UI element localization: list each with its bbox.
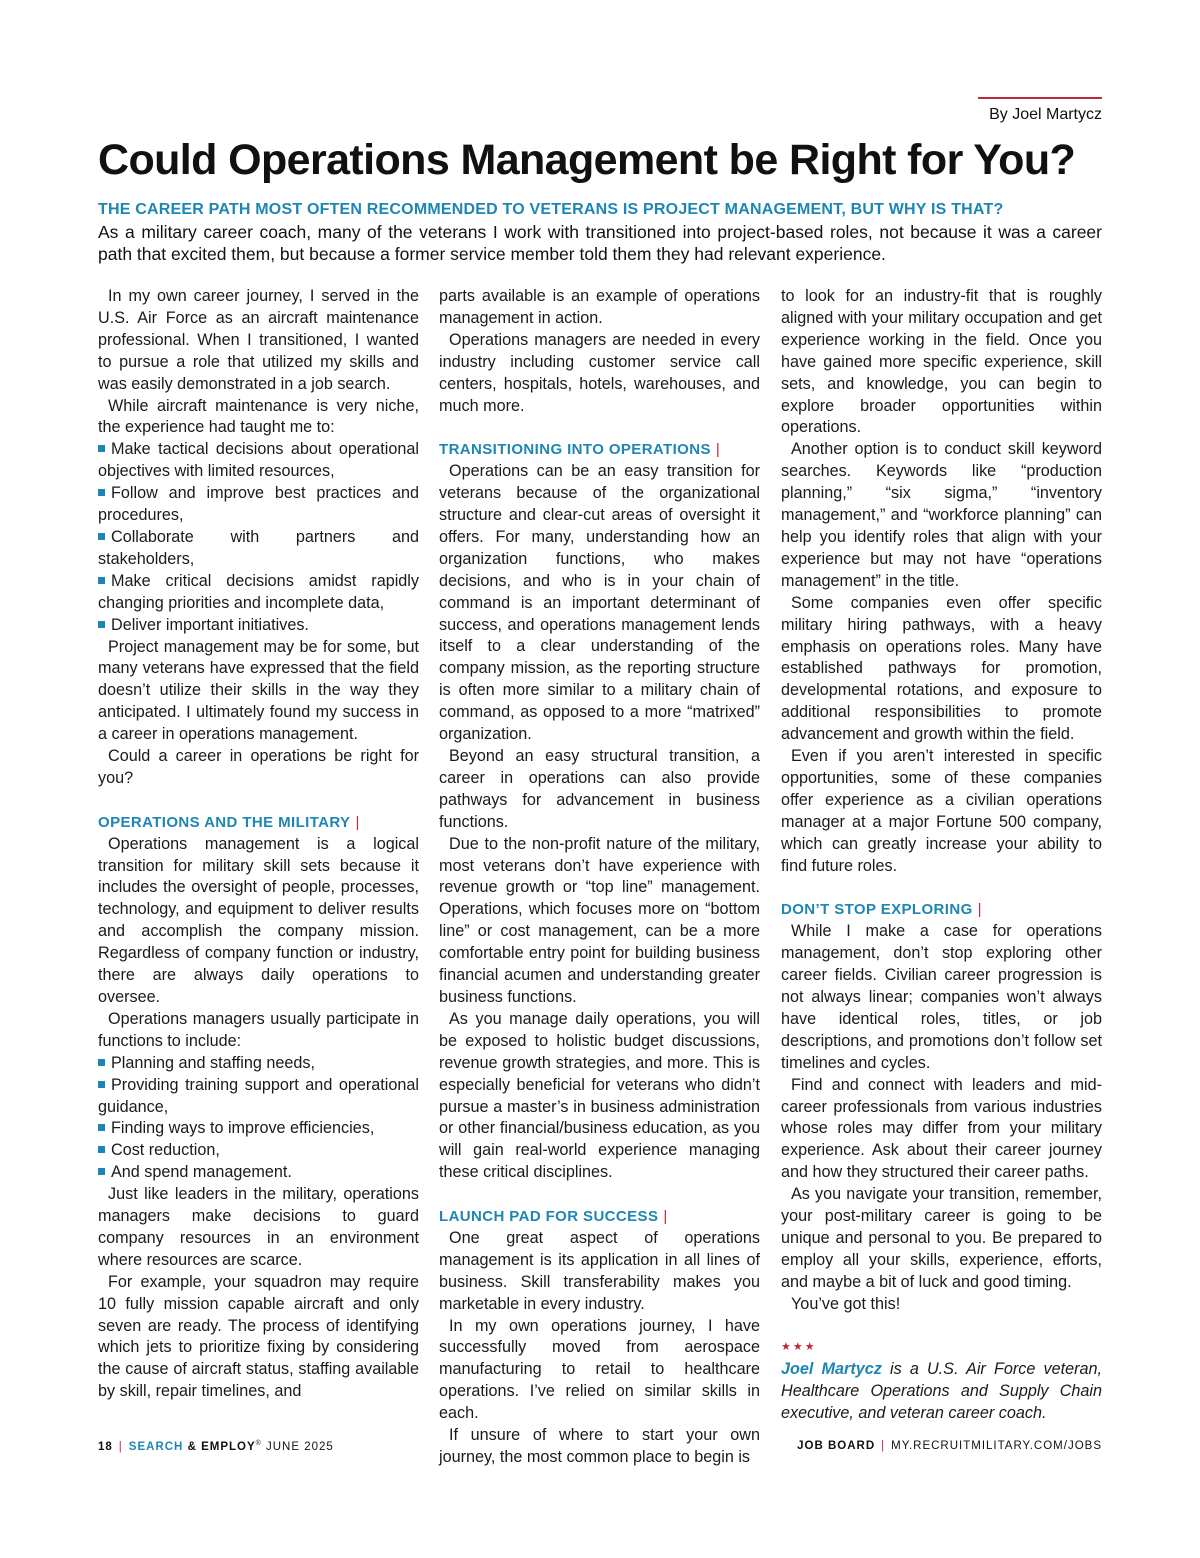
- deck-headline: THE CAREER PATH MOST OFTEN RECOMMENDED TO VETERANS IS PROJECT MANAGEMENT, BUT WHY IS THAT?: [98, 201, 1004, 218]
- bio-text: is a U.S. Air Force veteran, Healthcare Operations and Supply Chain executive, and veteran career coach.: [781, 1360, 1102, 1423]
- magazine-page: [98, 0, 1102, 1558]
- brand-employ: & EMPLOY: [187, 1440, 256, 1453]
- paragraph: You’ve got this!: [791, 1294, 901, 1313]
- square-bullet-icon: [98, 577, 105, 584]
- paragraph: For example, your squadron may require 10 fully mission capable aircraft and only seven are ready. The process of identifying which jets to prioritize fixing by considering the cause of aircraft status, staffing available by skill, repair timelines, and: [98, 1272, 419, 1401]
- functions-list: [98, 1053, 419, 1184]
- paragraph: Operations managers are needed in every industry including customer service call centers, hospitals, hotels, warehouses, and much more.: [439, 330, 760, 415]
- paragraph: In my own operations journey, I have successfully moved from aerospace manufacturing to retail to healthcare operations. I’ve relied on similar skills in each.: [439, 1316, 760, 1423]
- column-2: [439, 286, 760, 1469]
- square-bullet-icon: [98, 489, 105, 496]
- paragraph: Could a career in operations be right for you?: [98, 747, 419, 787]
- stars-divider-icon: ★★★: [781, 1341, 817, 1354]
- paragraph: Even if you aren’t interested in specific opportunities, some of these companies offer experience as a civilian operations manager at a major Fortune 500 company, which can greatly increase your ability to find future roles.: [781, 747, 1102, 875]
- paragraph: Another option is to conduct skill keyword searches. Keywords like “production planning,” “six sigma,” “inventory management,” and “workforce planning” can help you identify roles that align with your experience but may not have “operations management” in the title.: [781, 440, 1102, 590]
- paragraph: parts available is an example of operations management in action.: [439, 287, 760, 327]
- footer-url: MY.RECRUITMILITARY.COM/JOBS: [891, 1440, 1102, 1452]
- square-bullet-icon: [98, 1168, 105, 1175]
- square-bullet-icon: [98, 533, 105, 540]
- paragraph: Find and connect with leaders and mid-career professionals from various industries whose roles may differ from your military experience. Ask about their career journey and how they structured their career paths.: [781, 1075, 1102, 1182]
- section-heading: TRANSITIONING INTO OPERATIONS |: [439, 441, 721, 459]
- deck-body: As a military career coach, many of the veterans I work with transitioned into project-based roles, not because it was a career path that excited them, but because a former service member told them they had relevant experience.: [98, 222, 1102, 264]
- section-heading: OPERATIONS AND THE MILITARY |: [98, 813, 360, 831]
- section-heading: DON’T STOP EXPLORING |: [781, 901, 982, 919]
- paragraph: Just like leaders in the military, operations managers make decisions to guard company resources in an environment where resources are scarce.: [98, 1185, 419, 1269]
- paragraph: As you navigate your transition, remember, your post-military career is going to be unique and personal to you. Be prepared to employ all your skills, experience, efforts, and maybe a bit of luck and good timing.: [781, 1185, 1102, 1291]
- list-item: Collaborate with partners and stakeholders,: [98, 527, 419, 568]
- article-title: Could Operations Management be Right for You?: [98, 136, 1076, 184]
- paragraph: While aircraft maintenance is very niche, the experience had taught me to:: [98, 396, 419, 437]
- paragraph: One great aspect of operations management is its application in all lines of business. Skill transferability makes you marketable in every industry.: [439, 1228, 760, 1313]
- page-number: 18: [98, 1440, 113, 1453]
- brand-search: SEARCH: [128, 1440, 184, 1453]
- author-bio: [781, 1359, 1102, 1425]
- section-heading: LAUNCH PAD FOR SUCCESS |: [439, 1208, 668, 1226]
- list-item: Make critical decisions amidst rapidly changing priorities and incomplete data,: [98, 571, 419, 612]
- list-item: And spend management.: [98, 1162, 419, 1184]
- list-item: Planning and staffing needs,: [98, 1053, 419, 1075]
- paragraph: If unsure of where to start your own journey, the most common place to begin is: [439, 1426, 760, 1466]
- paragraph: Project management may be for some, but many veterans have expressed that the field doesn’t utilize their skills in the way they anticipated. I ultimately found my success in a career in operations management.: [98, 637, 419, 744]
- column-1: [98, 286, 419, 1403]
- list-item: Providing training support and operational guidance,: [98, 1075, 419, 1116]
- square-bullet-icon: [98, 621, 105, 628]
- square-bullet-icon: [98, 1059, 105, 1066]
- paragraph: As you manage daily operations, you will be exposed to holistic budget discussions, revenue growth strategies, and more. This is especially beneficial for veterans who didn’t pursue a master’s in business administration or other financial/business education, as you will gain real-world experience managing these critical disciplines.: [439, 1009, 760, 1182]
- paragraph: Due to the non-profit nature of the military, most veterans don’t have experience with revenue growth or “top line” management. Operations, which focuses more on “bottom line” or cost management, can be a more comfortable entry point for building business financial acumen and understanding greater business functions.: [439, 834, 760, 1006]
- footer-left: 18 | SEARCH & EMPLOY® JUNE 2025: [98, 1440, 334, 1453]
- square-bullet-icon: [98, 445, 105, 452]
- bio-author-name: Joel Martycz: [781, 1360, 882, 1379]
- paragraph: Operations management is a logical transition for military skill sets because it includes the oversight of people, processes, technology, and equipment to deliver results and accomplish the company mission. Regardless of company function or industry, there are always daily operations to oversee.: [98, 834, 419, 1006]
- square-bullet-icon: [98, 1081, 105, 1088]
- paragraph: Beyond an easy structural transition, a career in operations can also provide pathways for advancement in business functions.: [439, 747, 760, 831]
- list-item: Make tactical decisions about operational objectives with limited resources,: [98, 440, 419, 481]
- list-item: Follow and improve best practices and procedures,: [98, 484, 419, 525]
- paragraph: While I make a case for operations management, don’t stop exploring other career fields. Civilian career progression is not always linear; companies won’t always have identical roles, titles, or job descriptions, and promotions don’t follow set timelines and cycles.: [781, 922, 1102, 1072]
- footer-right: JOB BOARD | MY.RECRUITMILITARY.COM/JOBS: [797, 1440, 1102, 1452]
- byline: By Joel Martycz: [989, 106, 1102, 123]
- paragraph: Operations can be an easy transition for veterans because of the organizational structure and clear-cut areas of oversight it offers. For many, understanding how an organization functions, who makes decisions, and who is in your chain of command is an important determinant of success, and operations management lends itself to a clear understanding of the company mission, as the reporting structure is often more similar to a military chain of command, as opposed to a more “matrixed” organization.: [439, 462, 760, 744]
- skills-list: [98, 439, 419, 636]
- paragraph: Some companies even offer specific military hiring pathways, with a heavy emphasis on operations roles. Many have established pathways for promotion, developmental rotations, and exposure to additional responsibilities to promote advancement and growth within the field.: [781, 593, 1102, 744]
- issue-date: JUNE 2025: [266, 1440, 334, 1453]
- column-3: [781, 286, 1102, 1425]
- byline-rule: [978, 97, 1102, 99]
- list-item: Finding ways to improve efficiencies,: [98, 1118, 419, 1140]
- list-item: Cost reduction,: [98, 1140, 419, 1162]
- square-bullet-icon: [98, 1124, 105, 1131]
- square-bullet-icon: [98, 1146, 105, 1153]
- paragraph: Operations managers usually participate in functions to include:: [98, 1009, 419, 1050]
- list-item: Deliver important initiatives.: [98, 615, 419, 637]
- section-name: JOB BOARD: [797, 1440, 876, 1452]
- paragraph: In my own career journey, I served in the U.S. Air Force as an aircraft maintenance professional. When I transitioned, I wanted to pursue a role that utilized my skills and was easily demonstrated in a job search.: [98, 287, 419, 393]
- paragraph: to look for an industry-fit that is roughly aligned with your military occupation and get experience working in the field. Once you have gained more specific experience, skill sets, and knowledge, you can begin to explore broader opportunities within operations.: [781, 287, 1102, 437]
